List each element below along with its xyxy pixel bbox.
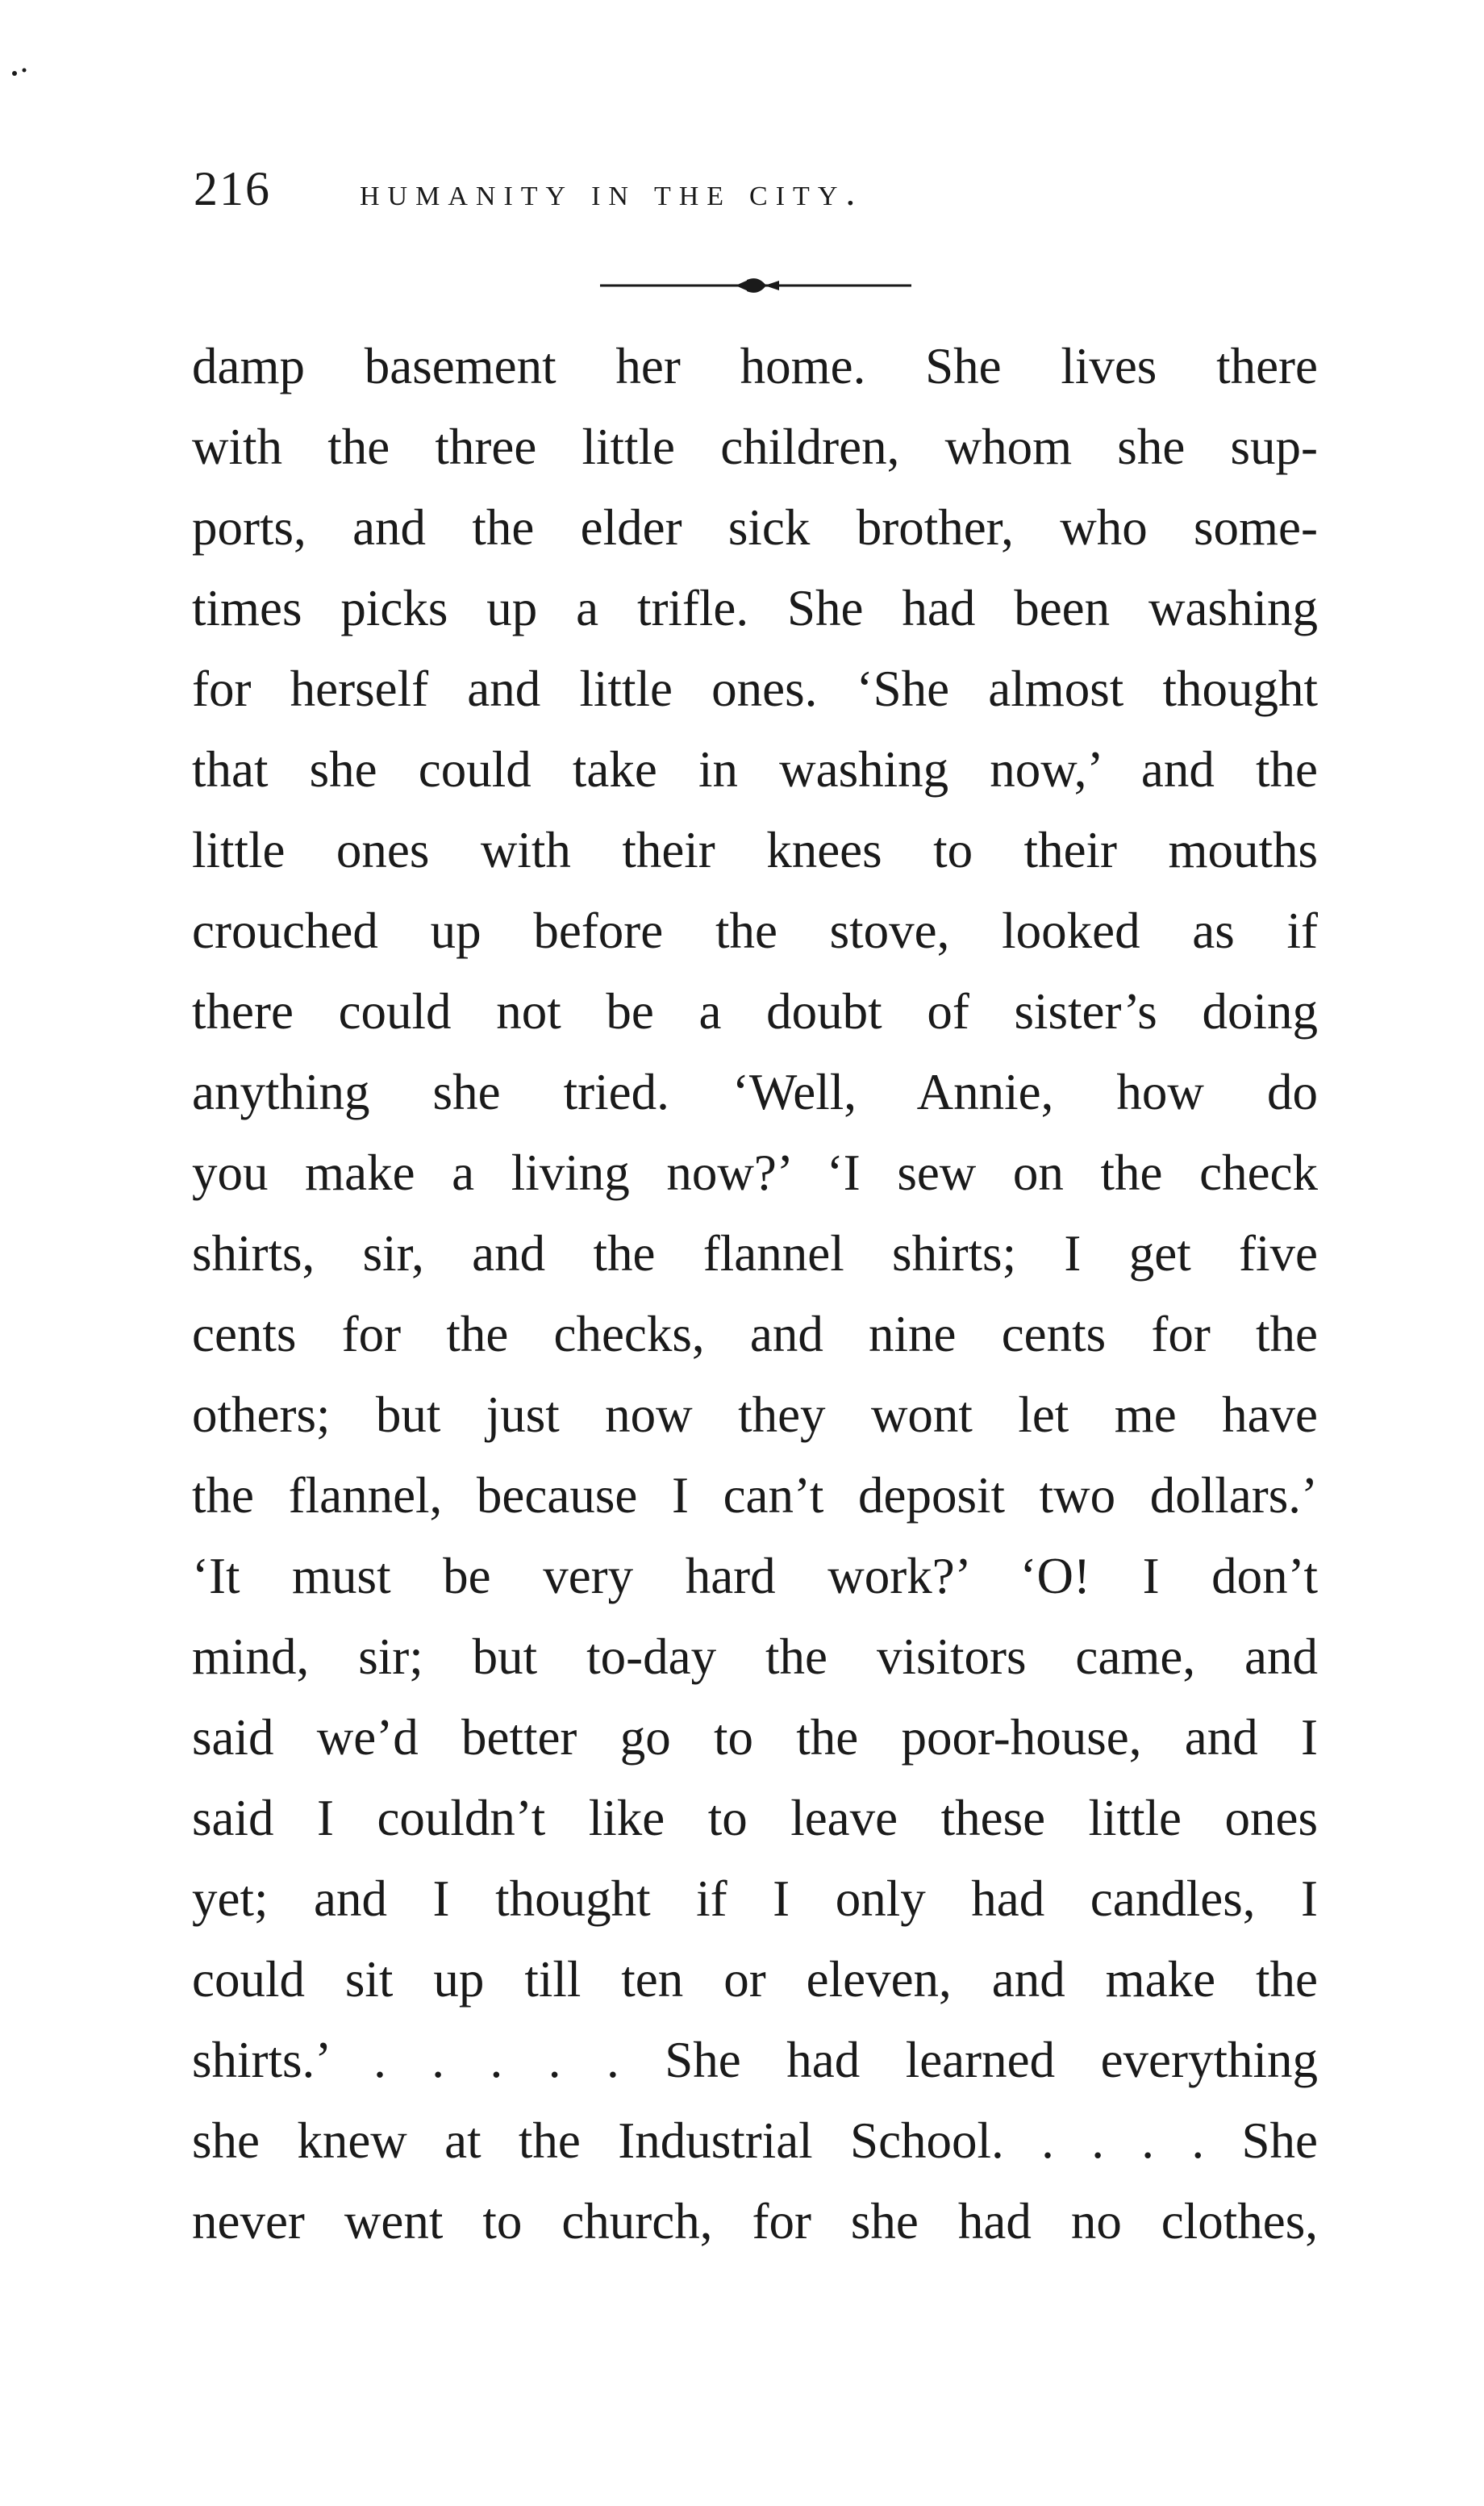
body-text bbox=[192, 326, 1318, 2262]
text-line: for herself and little ones. ‘She almost thought bbox=[192, 661, 1318, 717]
text-line: mind, sir; but to-day the visitors came, and bbox=[192, 1628, 1318, 1685]
ornament-divider bbox=[600, 273, 911, 297]
text-line: crouched up before the stove, looked as if bbox=[192, 903, 1318, 959]
text-line: shirts, sir, and the flannel shirts; I get five bbox=[192, 1225, 1318, 1282]
text-line: the flannel, because I can’t deposit two dollars.’ bbox=[192, 1467, 1318, 1524]
running-title: humanity in the city. bbox=[360, 171, 864, 214]
text-line: you make a living now?’ ‘I sew on the check bbox=[192, 1145, 1318, 1201]
text-line: could sit up till ten or eleven, and make the bbox=[192, 1951, 1318, 2008]
text-line: there could not be a doubt of sister’s doing bbox=[192, 983, 1318, 1040]
text-line: ports, and the elder sick brother, who some- bbox=[192, 499, 1318, 556]
text-line: anything she tried. ‘Well, Annie, how do bbox=[192, 1064, 1318, 1120]
text-line: said we’d better go to the poor-house, and I bbox=[192, 1709, 1318, 1766]
text-line: never went to church, for she had no clothes, bbox=[192, 2193, 1318, 2250]
text-line: times picks up a trifle. She had been washing bbox=[192, 580, 1318, 636]
text-line: others; but just now they wont let me have bbox=[192, 1386, 1318, 1443]
text-line: shirts.’ . . . . . She had learned everything bbox=[192, 2032, 1318, 2088]
text-line: cents for the checks, and nine cents for the bbox=[192, 1306, 1318, 1362]
text-line: damp basement her home. She lives there bbox=[192, 338, 1318, 394]
stray-ink-mark bbox=[11, 68, 31, 76]
text-line: she knew at the Industrial School. . . . . She bbox=[192, 2112, 1318, 2169]
text-line: said I couldn’t like to leave these little ones bbox=[192, 1790, 1318, 1846]
text-line: with the three little children, whom she sup- bbox=[192, 419, 1318, 475]
text-line: little ones with their knees to their mouths bbox=[192, 822, 1318, 878]
text-line: ‘It must be very hard work?’ ‘O! I don’t bbox=[192, 1548, 1318, 1604]
text-line: that she could take in washing now,’ and the bbox=[192, 741, 1318, 798]
page-number: 216 bbox=[194, 162, 271, 215]
running-head bbox=[194, 161, 1274, 226]
text-line: yet; and I thought if I only had candles, I bbox=[192, 1870, 1318, 1927]
